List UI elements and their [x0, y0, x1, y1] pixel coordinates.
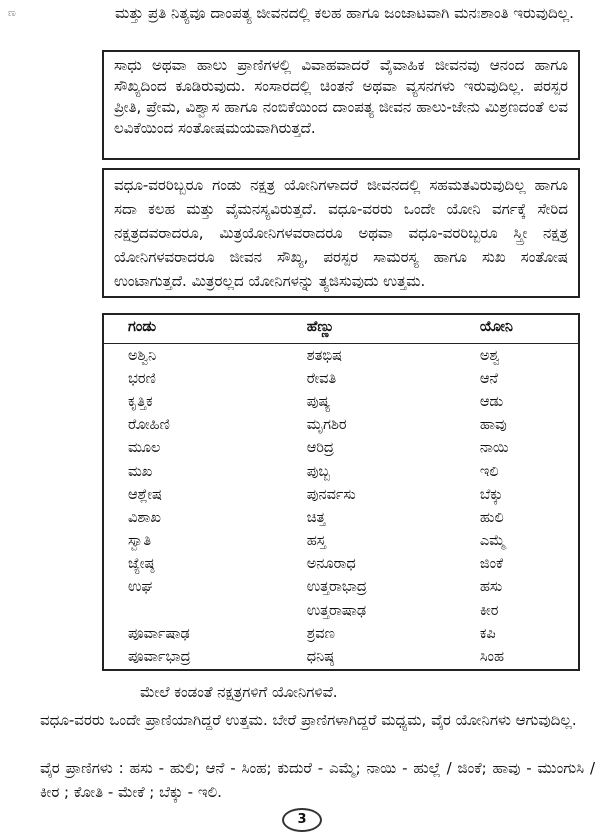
cell-yoni: ಸಿಂಹ	[479, 649, 504, 666]
table-row	[103, 414, 579, 437]
table-row	[103, 645, 579, 669]
cell-hennu: ಪುಷ್ಯ	[306, 393, 331, 410]
cell-yoni: ಕೀರ	[479, 602, 499, 619]
table-header-row	[103, 314, 579, 344]
box-sadhu-paragraph	[102, 50, 580, 160]
paragraph-enemy-animals: ವೈರ ಪ್ರಾಣಿಗಳು : ಹಸು - ಹುಲಿ; ಆನೆ - ಸಿಂಹ; ಕುದುರೆ - ಎಮ್ಮೆ; ನಾಯಿ - ಹುಲ್ಲೆ / ಜಿಂಕೆ; ಹಾವು - ಮುಂಗುಸಿ / ಕೀರ ; ಕೋತಿ - ಮೇಕೆ ; ಬೆಕ್ಕು - ಇಲಿ.	[40, 759, 595, 801]
table-row	[103, 622, 579, 645]
cell-hennu: ಹಸ್ತ	[306, 533, 326, 550]
box-gandu-paragraph	[102, 168, 580, 298]
cell-gandu: ಸ್ವಾತಿ	[128, 533, 152, 550]
corner-mark: ಣ	[8, 6, 16, 19]
cell-yoni: ಹುಲಿ	[479, 509, 504, 526]
table-row	[103, 506, 579, 529]
table-row	[103, 344, 579, 368]
cell-yoni: ಹಾವು	[479, 417, 507, 434]
cell-gandu: ಪೂರ್ವಾಷಾಢ	[128, 625, 190, 642]
table-row	[103, 367, 579, 390]
cell-hennu: ಚಿತ್ತ	[306, 509, 326, 526]
header-yoni: ಯೋನಿ	[456, 314, 579, 344]
nakshatra-yoni-table	[102, 313, 580, 671]
paragraph-compatibility: ವಧೂ-ವರರು ಒಂದೇ ಪ್ರಾಣಿಯಾಗಿದ್ದರೆ ಉತ್ತಮ. ಬೇರೆ ಪ್ರಾಣಿಗಳಾಗಿದ್ದರೆ ಮಧ್ಯಮ, ವೈರ ಯೋನಿಗಳು ಆಗುವುದಿಲ್ಲ.	[40, 711, 577, 729]
cell-gandu: ಆಶ್ಲೇಷ	[128, 486, 162, 503]
page-number: 3	[282, 808, 322, 832]
cell-gandu: ಭರಣಿ	[128, 370, 156, 387]
cell-gandu: ರೋಹಿಣಿ	[128, 417, 170, 434]
table-row	[103, 599, 579, 622]
cell-gandu: ಮೂಲ	[128, 440, 161, 457]
table-body	[103, 344, 579, 670]
cell-yoni: ನಾಯಿ	[479, 440, 509, 457]
header-gandu: ಗಂಡು	[103, 314, 283, 344]
paragraph-intro: ಮತ್ತು ಪ್ರತಿ ನಿತ್ಯವೂ ದಾಂಪತ್ಯ ಜೀವನದಲ್ಲಿ ಕಲಹ ಹಾಗೂ ಜಂಜಾಟವಾಗಿ ಮನಃಶಾಂತಿ ಇರುವುದಿಲ್ಲ.	[115, 4, 574, 22]
cell-hennu: ರೇವತಿ	[306, 370, 337, 387]
cell-yoni: ಇಲಿ	[479, 463, 499, 480]
cell-hennu: ಧನಿಷ್ಠ	[306, 649, 334, 666]
box-1-text: ಸಾಧು ಅಥವಾ ಹಾಲು ಪ್ರಾಣಿಗಳಲ್ಲಿ ವಿವಾಹವಾದರೆ ವೈವಾಹಿಕ ಜೀವನವು ಆನಂದ ಹಾಗೂ ಸೌಖ್ಯದಿಂದ ಕೂಡಿರುವುದು. ಸಂಸಾರದಲ್ಲಿ ಚಿಂತನೆ ಅಥವಾ ವ್ಯಸನಗಳು ಇರುವುದಿಲ್ಲ. ಪರಸ್ಪರ ಪ್ರೀತಿ, ಪ್ರೇಮ, ವಿಶ್ವಾಸ ಹಾಗೂ ನಂಬಿಕೆಯಿಂದ ದಾಂಪತ್ಯ ಜೀವನ ಹಾಲು-ಜೇನು ಮಿಶ್ರಣದಂತೆ ಲವ ಲವಿಕೆಯಿಂದ ಸಂತೋಷಮಯವಾಗಿರುತ್ತದೆ.	[114, 56, 568, 137]
cell-hennu: ಆರಿದ್ರ	[306, 440, 334, 457]
cell-hennu: ಪುನರ್ವಸು	[306, 486, 356, 503]
cell-gandu: ಕೃತ್ತಿಕ	[128, 393, 153, 410]
cell-hennu: ಶ್ರವಣ	[306, 625, 335, 642]
cell-hennu: ಶತಭಿಷ	[306, 347, 342, 364]
cell-gandu	[103, 599, 283, 622]
cell-yoni: ಜಿಂಕೆ	[479, 556, 504, 573]
cell-yoni: ಕಪಿ	[479, 625, 496, 642]
table-row	[103, 390, 579, 413]
cell-hennu: ಅನೂರಾಧ	[306, 556, 356, 573]
cell-gandu: ವಿಶಾಖ	[128, 509, 161, 526]
cell-gandu: ಉಘ	[128, 579, 153, 596]
cell-yoni: ಆಡು	[479, 393, 504, 410]
table-row	[103, 483, 579, 506]
cell-yoni: ಆನೆ	[479, 370, 499, 387]
cell-hennu: ಉತ್ತರಾಭಾದ್ರ	[306, 579, 367, 596]
box-2-text: ವಧೂ-ವರರಿಬ್ಬರೂ ಗಂಡು ನಕ್ಷತ್ರ ಯೋನಿಗಳಾದರೆ ಜೀವನದಲ್ಲಿ ಸಹಮತವಿರುವುದಿಲ್ಲ ಹಾಗೂ ಸದಾ ಕಲಹ ಮತ್ತು ವೈಮನಸ್ಯವಿರುತ್ತದೆ. ವಧೂ-ವರರು ಒಂದೇ ಯೋನಿ ವರ್ಗಕ್ಕೆ ಸೇರಿದ ನಕ್ಷತ್ರದವರಾದರೂ, ಮಿತ್ರಯೋನಿಗಳವರಾದರೂ ಅಥವಾ ವಧೂ-ವರರಿಬ್ಬರೂ ಸ್ತ್ರೀ ನಕ್ಷತ್ರ ಯೋನಿಗಳವರಾದರೂ ಜೀವನ ಸೌಖ್ಯ, ಪರಸ್ಪರ ಸಾಮರಸ್ಯ ಹಾಗೂ ಸುಖ ಸಂತೋಷ ಉಂಟಾಗುತ್ತದೆ. ಮಿತ್ರರಲ್ಲದ ಯೋನಿಗಳನ್ನು ತ್ಯಜಿಸುವುದು ಉತ್ತಮ.	[114, 176, 568, 290]
cell-gandu: ಅಶ್ವಿನಿ	[128, 347, 157, 364]
cell-yoni: ಬೆಕ್ಕು	[479, 486, 503, 503]
cell-gandu: ಪೂರ್ವಾಭಾದ್ರ	[128, 649, 191, 666]
cell-yoni: ಹಸು	[479, 579, 503, 596]
table-row	[103, 460, 579, 483]
cell-hennu: ಪುಬ್ಬ	[306, 463, 330, 480]
cell-yoni: ಎಮ್ಮೆ	[479, 533, 506, 550]
header-hennu: ಹೆಣ್ಣು	[283, 314, 456, 344]
cell-gandu: ಜ್ಯೇಷ್ಠ	[128, 556, 155, 573]
table-row	[103, 576, 579, 599]
after-table-note: ಮೇಲೆ ಕಂಡಂತೆ ನಕ್ಷತ್ರಗಳಿಗೆ ಯೋನಿಗಳಿವೆ.	[140, 683, 338, 701]
cell-yoni: ಅಶ್ವ	[479, 347, 500, 364]
table-row	[103, 530, 579, 553]
table-row	[103, 437, 579, 460]
cell-hennu: ಉತ್ತರಾಷಾಢ	[306, 602, 367, 619]
cell-hennu: ಮೃಗಶಿರ	[306, 417, 347, 434]
table-row	[103, 553, 579, 576]
cell-gandu: ಮಖ	[128, 463, 153, 480]
